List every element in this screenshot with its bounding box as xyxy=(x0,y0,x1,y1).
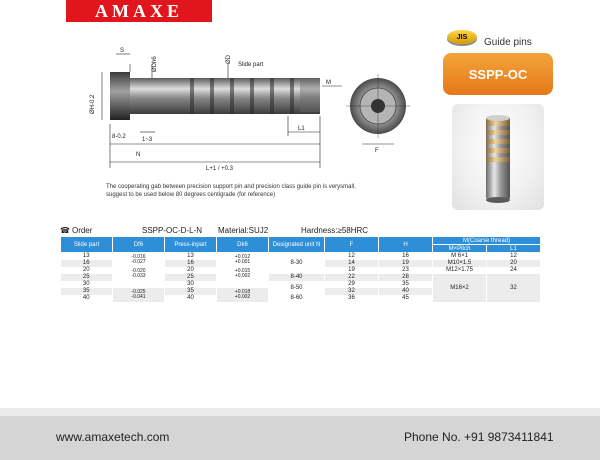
cell-l1: 24 xyxy=(487,267,541,274)
cell-slide: 25 xyxy=(61,274,113,281)
cell-df6: -0.025 -0.041 xyxy=(113,288,165,302)
col-f: F xyxy=(325,237,379,253)
cell-f: 36 xyxy=(325,295,379,302)
jis-badge: JIS xyxy=(447,30,477,44)
cell-press: 40 xyxy=(165,295,217,302)
brand-logo-text: AMAXE xyxy=(95,0,183,21)
sku-label: SSPP-OC xyxy=(468,66,528,82)
end-view xyxy=(346,74,410,144)
cell-f: 32 xyxy=(325,288,379,295)
cell-slide: 35 xyxy=(61,288,113,295)
cell-df6: -0.020 -0.033 xyxy=(113,267,165,281)
cell-designated: 8-60 xyxy=(269,295,325,302)
spec-table xyxy=(60,236,541,302)
cell-slide: 16 xyxy=(61,260,113,267)
order-hardness: Hardness:≥58HRC xyxy=(301,226,369,235)
usage-note-line1: The cooperating gab between precision support pin and precision class guide pin is verysmall, xyxy=(106,184,356,190)
cell-press: 20 xyxy=(165,267,217,274)
table-row xyxy=(61,253,541,261)
cell-m: M 6×1 xyxy=(433,253,487,261)
col-l1: L1 xyxy=(487,245,541,253)
label-eight: 8-0.2 xyxy=(112,134,126,140)
cell-m: M10×1.5 xyxy=(433,260,487,267)
spec-header-row xyxy=(61,237,541,245)
cell-h: 28 xyxy=(379,274,433,281)
footer-website-link[interactable]: www.amaxetech.com xyxy=(56,430,170,444)
label-f: F xyxy=(375,148,379,154)
order-code: SSPP-OC-D-L-N xyxy=(142,226,203,235)
label-l: L+1 / +0.3 xyxy=(206,166,234,172)
cell-m: M12×1.75 xyxy=(433,267,487,274)
cell-h: 16 xyxy=(379,253,433,261)
guide-pin-image xyxy=(452,104,544,210)
col-h: H xyxy=(379,237,433,253)
cell-designated: 8-40 xyxy=(269,274,325,281)
brand-logo[interactable] xyxy=(66,0,212,22)
cell-h: 35 xyxy=(379,281,433,288)
pin-neck xyxy=(130,78,142,114)
cell-h: 40 xyxy=(379,288,433,295)
footer-phone[interactable]: Phone No. +91 9873411841 xyxy=(404,430,554,444)
order-label: ☎ Order xyxy=(60,226,93,235)
col-df6: Df6 xyxy=(113,237,165,253)
cell-designated: 8-30 xyxy=(269,253,325,275)
usage-note xyxy=(106,183,426,199)
pin-head xyxy=(110,72,130,120)
cell-df6-empty xyxy=(113,281,165,288)
cell-l1: 32 xyxy=(487,274,541,302)
cell-f: 14 xyxy=(325,260,379,267)
cell-dk6: +0.015 +0.002 xyxy=(217,267,269,281)
cell-f: 12 xyxy=(325,253,379,261)
technical-drawing xyxy=(80,44,410,184)
usage-note-line2: suggest to be used below 80 degrees centigrade (for reference) xyxy=(106,192,276,198)
col-m-pitch: M×Pitch xyxy=(433,245,487,253)
label-m: M xyxy=(326,80,331,86)
cell-f: 19 xyxy=(325,267,379,274)
cell-f: 29 xyxy=(325,281,379,288)
col-designated: Designated unit N xyxy=(269,237,325,253)
label-phid: ØD xyxy=(226,55,232,64)
cell-designated: 8-50 xyxy=(269,281,325,295)
order-line xyxy=(60,226,368,235)
product-photo xyxy=(452,104,544,210)
cell-press: 13 xyxy=(165,253,217,261)
col-dk6: Dk6 xyxy=(217,237,269,253)
cell-l1: 12 xyxy=(487,253,541,261)
label-slide-part: Slide part xyxy=(238,62,264,68)
cell-h: 45 xyxy=(379,295,433,302)
cell-slide: 20 xyxy=(61,267,113,274)
cell-h: 19 xyxy=(379,260,433,267)
label-phih: ØH-0.2 xyxy=(90,94,96,114)
col-slide-part: Slide part xyxy=(61,237,113,253)
category-title: Guide pins xyxy=(484,37,532,48)
label-one-three: 1~3 xyxy=(142,137,153,143)
phone-icon: ☎ xyxy=(60,226,70,235)
cell-f: 22 xyxy=(325,274,379,281)
cell-dk6: +0.018 +0.002 xyxy=(217,288,269,302)
cell-slide: 30 xyxy=(61,281,113,288)
cell-m: M16×2 xyxy=(433,274,487,302)
cell-l1: 20 xyxy=(487,260,541,267)
cell-press: 25 xyxy=(165,274,217,281)
cell-dk6: +0.012 +0.001 xyxy=(217,253,269,268)
col-m-group: M(Coarse thread) xyxy=(433,237,541,245)
label-n: N xyxy=(136,152,141,158)
cell-df6: -0.016 -0.027 xyxy=(113,253,165,268)
cell-slide: 40 xyxy=(61,295,113,302)
label-l1: L1 xyxy=(298,126,305,132)
sku-banner xyxy=(443,53,553,95)
label-s: S xyxy=(120,48,125,54)
cell-press: 16 xyxy=(165,260,217,267)
label-phidh6: ØDh6 xyxy=(152,56,158,72)
footer-top-strip xyxy=(0,408,600,416)
order-material: Material:SUJ2 xyxy=(218,226,269,235)
cell-dk6-empty xyxy=(217,281,269,288)
cell-slide: 13 xyxy=(61,253,113,261)
cell-press: 30 xyxy=(165,281,217,288)
cell-press: 35 xyxy=(165,288,217,295)
col-press-in: Press-inpart xyxy=(165,237,217,253)
cell-h: 23 xyxy=(379,267,433,274)
